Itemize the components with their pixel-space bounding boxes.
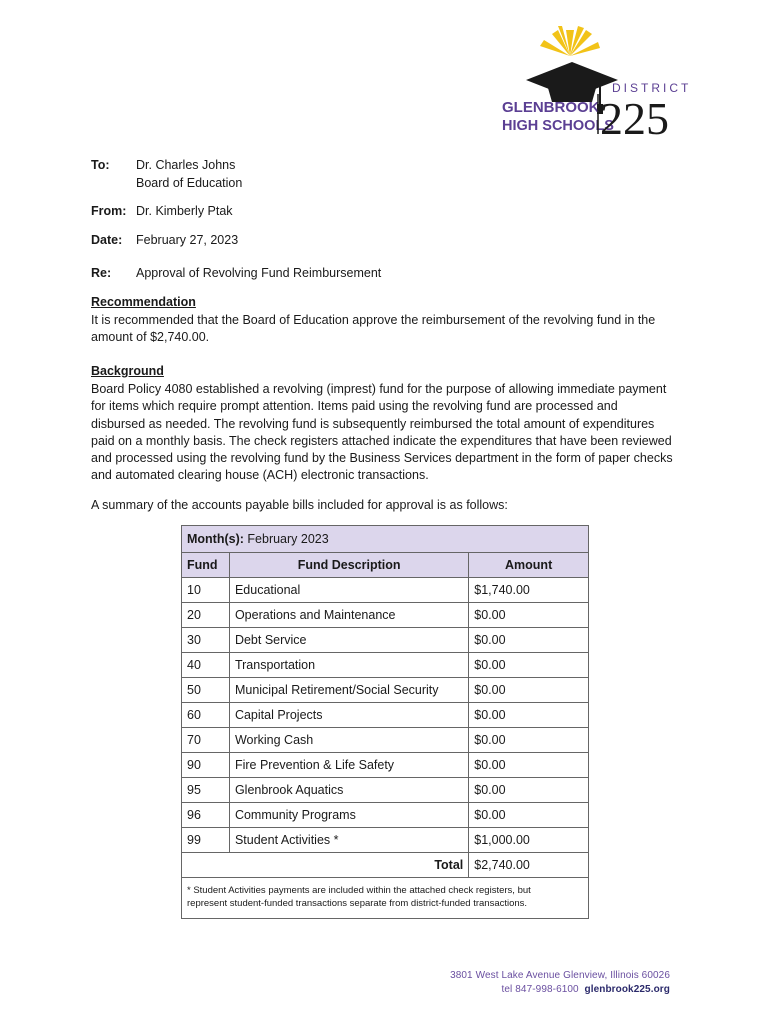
fund-cell: 70 [182,728,230,753]
description-cell: Educational [229,578,468,603]
header-fund: Fund [182,553,230,578]
re-value: Approval of Revolving Fund Reimbursement [136,266,382,280]
background-line: and automated clearing house (ACH) electronic transactions. [91,468,429,483]
amount-cell: $0.00 [469,778,589,803]
description-cell: Debt Service [229,628,468,653]
amount-cell: $0.00 [469,628,589,653]
description-cell: Transportation [229,653,468,678]
to-label: To: [91,158,110,172]
description-cell: Community Programs [229,803,468,828]
fund-cell: 20 [182,603,230,628]
footer-website[interactable]: glenbrook225.org [584,984,670,995]
table-row [182,578,589,603]
amount-cell: $0.00 [469,753,589,778]
background-line: paid on a monthly basis. The check registers attached indicate the expenditures that have been reviewed [91,433,672,448]
logo-line1: GLENBROOK [502,99,600,116]
amount-cell: $1,000.00 [469,828,589,853]
description-cell: Capital Projects [229,703,468,728]
background-line: and processed using the revolving fund by the Business Services department in the form of paper checks [91,451,673,466]
background-title: Background [91,364,164,378]
date-label: Date: [91,233,123,247]
amount-cell: $0.00 [469,678,589,703]
total-label: Total [182,853,469,878]
fund-cell: 99 [182,828,230,853]
background-line: disbursed as needed. The revolving fund is subsequently reimbursed the total amount of expenditures [91,416,655,431]
fund-cell: 95 [182,778,230,803]
total-value: $2,740.00 [469,853,589,878]
footnote-line: represent student-funded transactions separate from district-funded transactions. [187,898,528,909]
fund-cell: 50 [182,678,230,703]
fund-cell: 30 [182,628,230,653]
recommendation-title: Recommendation [91,295,196,309]
amount-cell: $0.00 [469,703,589,728]
date-value: February 27, 2023 [136,233,239,247]
footnote-line: * Student Activities payments are included within the attached check registers, but [187,885,531,896]
table-row [182,703,589,728]
logo-district-word: DISTRICT [612,81,692,95]
amount-cell: $1,740.00 [469,578,589,603]
note-row [182,878,589,919]
amount-cell: $0.00 [469,603,589,628]
description-cell: Glenbrook Aquatics [229,778,468,803]
table-row [182,678,589,703]
description-cell: Student Activities * [229,828,468,853]
to-recipient-org: Board of Education [136,176,243,190]
description-cell: Operations and Maintenance [229,603,468,628]
table-row [182,803,589,828]
table-row [182,653,589,678]
table-row [182,728,589,753]
table-row [182,828,589,853]
description-cell: Municipal Retirement/Social Security [229,678,468,703]
header-amount: Amount [469,553,589,578]
description-cell: Fire Prevention & Life Safety [229,753,468,778]
amount-cell: $0.00 [469,653,589,678]
background-text [91,381,711,485]
recommendation-line: amount of $2,740.00. [91,330,210,345]
logo-district-number: 225 [600,93,669,144]
recommendation-text [91,312,691,347]
description-cell: Working Cash [229,728,468,753]
background-line: Board Policy 4080 established a revolving (imprest) fund for the purpose of allowing immediate payment [91,382,667,396]
fund-cell: 10 [182,578,230,603]
from-label: From: [91,204,127,218]
background-line: for items which require prompt attention. Items paid using the revolving fund are processed and [91,399,618,414]
logo-line2: HIGH SCHOOLS [502,118,614,134]
re-label: Re: [91,266,112,280]
fund-cell: 60 [182,703,230,728]
total-row [182,853,589,878]
summary-intro: A summary of the accounts payable bills included for approval is as follows: [91,498,508,512]
amount-cell: $0.00 [469,803,589,828]
table-row [182,628,589,653]
fund-summary-table [181,525,589,919]
month-value: February 2023 [247,532,329,546]
table-row [182,603,589,628]
footer-address: 3801 West Lake Avenue Glenview, Illinois 60026 [450,970,670,981]
to-recipient: Dr. Charles Johns [136,158,236,172]
fund-cell: 96 [182,803,230,828]
header-description: Fund Description [229,553,468,578]
from-value: Dr. Kimberly Ptak [136,204,233,218]
table-row [182,753,589,778]
sun-rays-icon [540,26,600,56]
recommendation-line: It is recommended that the Board of Education approve the reimbursement of the revolving fund in the [91,313,656,327]
footer-phone: tel 847-998-6100 [501,984,579,995]
fund-cell: 40 [182,653,230,678]
fund-cell: 90 [182,753,230,778]
month-cell [182,526,589,553]
footnote-cell [182,878,589,919]
amount-cell: $0.00 [469,728,589,753]
table-row [182,778,589,803]
month-row [182,526,589,553]
table-header-row [182,553,589,578]
district-logo [500,22,692,147]
month-label: Month(s): [187,532,244,546]
footer-contact [370,984,670,995]
